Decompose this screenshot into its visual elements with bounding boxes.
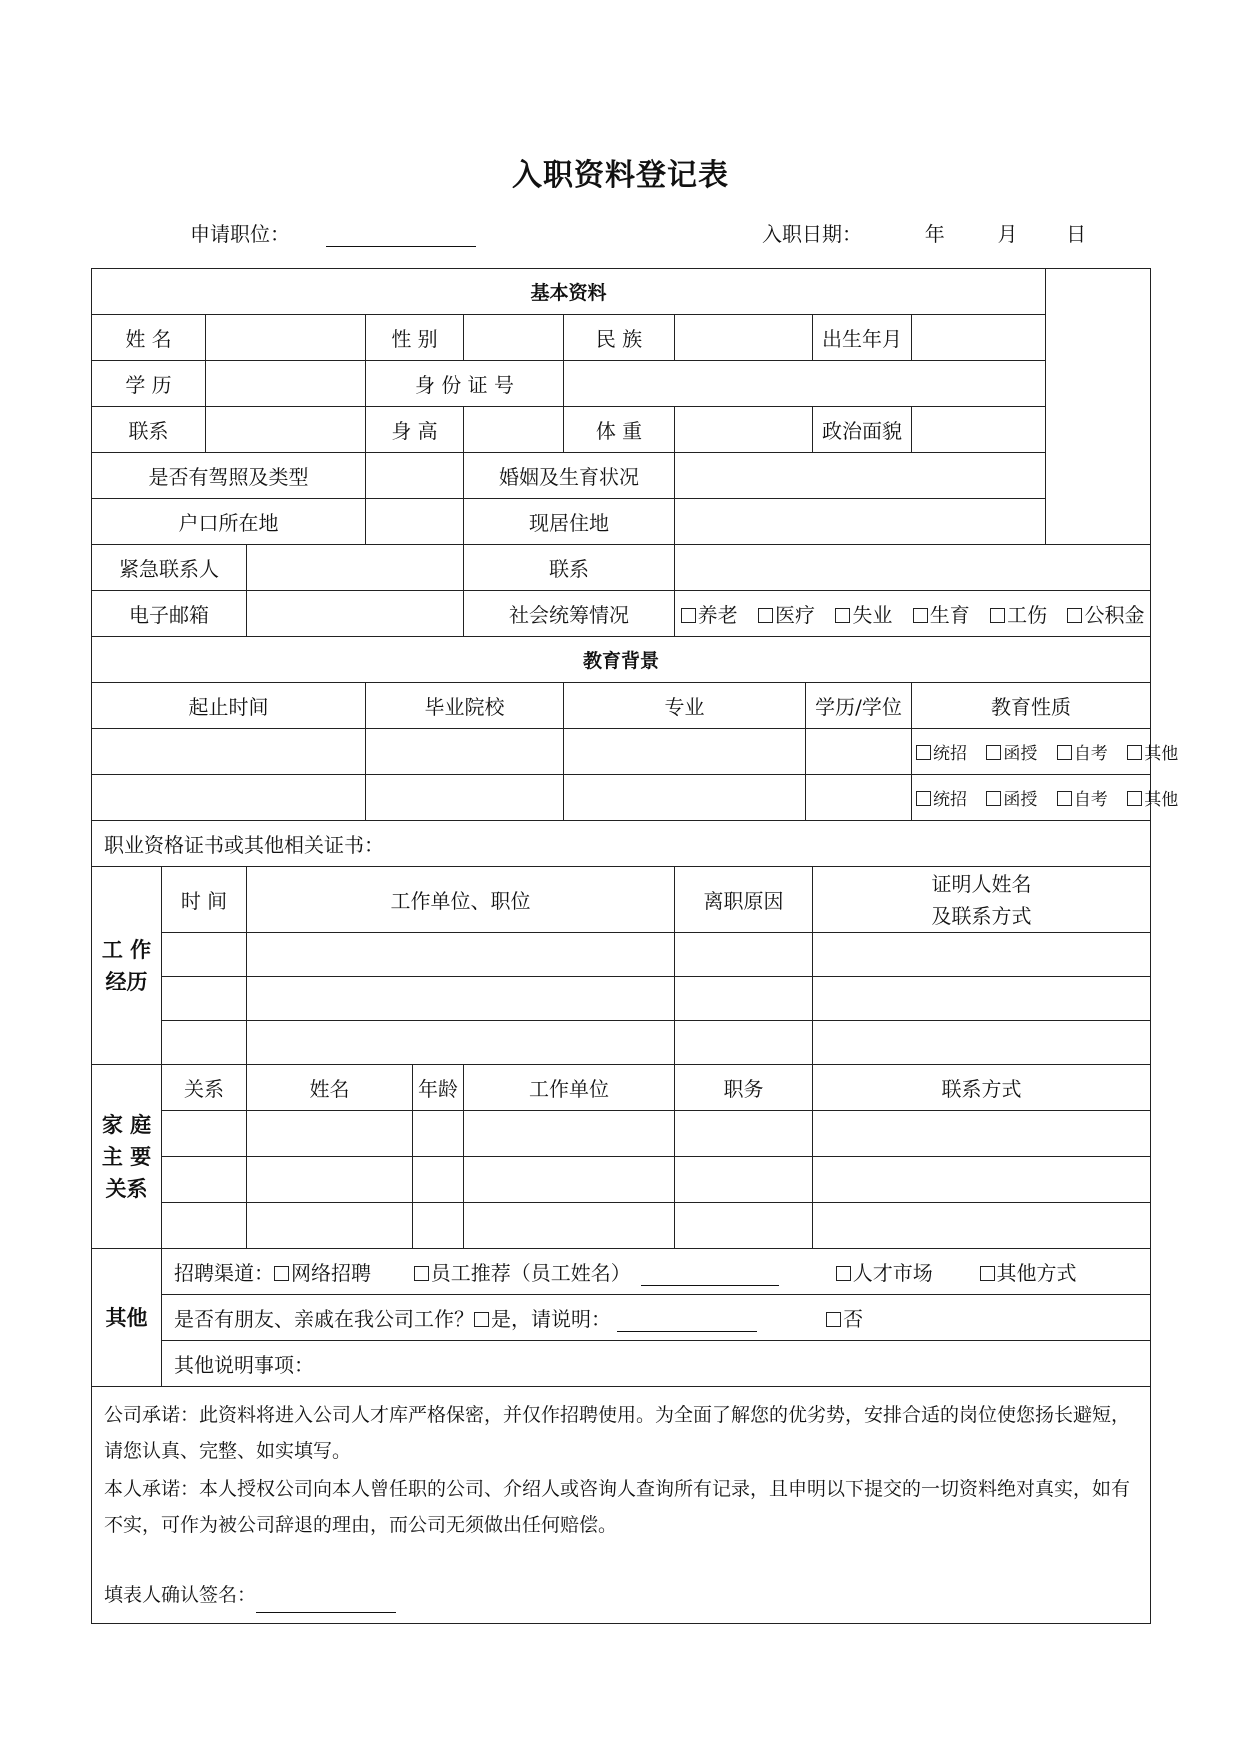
edu-nature-options — [912, 775, 1179, 821]
checkbox-icon — [758, 608, 773, 623]
referral-name-line[interactable] — [641, 1267, 779, 1286]
nature-option[interactable]: 其他 — [1127, 790, 1178, 810]
edu-header-school: 毕业院校 — [366, 683, 564, 729]
family-relation-input[interactable] — [162, 1111, 247, 1157]
edu-period-input[interactable] — [92, 775, 366, 821]
work-header-company: 工作单位、职位 — [247, 867, 675, 933]
work-reason-input[interactable] — [675, 933, 813, 977]
checkbox-icon — [990, 608, 1005, 623]
table-row — [92, 1111, 1151, 1157]
work-header-time: 时 间 — [162, 867, 247, 933]
checkbox-icon — [274, 1266, 289, 1281]
checkbox-icon — [1127, 791, 1142, 806]
hukou-input[interactable] — [366, 499, 464, 545]
month-label: 月 — [997, 222, 1018, 246]
gender-label: 性 别 — [366, 315, 464, 361]
certificates-label[interactable]: 职业资格证书或其他相关证书： — [92, 821, 1151, 867]
edu-school-input[interactable] — [366, 775, 564, 821]
relatives-question: 是否有朋友、亲戚在我公司工作？ — [174, 1307, 474, 1331]
work-company-input[interactable] — [247, 933, 675, 977]
edu-degree-input[interactable] — [806, 729, 912, 775]
birth-input[interactable] — [912, 315, 1046, 361]
edu-school-input[interactable] — [366, 729, 564, 775]
table-row — [92, 775, 1151, 821]
photo-box[interactable] — [1046, 269, 1151, 545]
checkbox-icon — [916, 791, 931, 806]
family-header-title: 职务 — [675, 1065, 813, 1111]
family-contact-input[interactable] — [813, 1157, 1151, 1203]
checkbox-icon — [1057, 791, 1072, 806]
checkbox-icon — [414, 1266, 429, 1281]
work-header-reason: 离职原因 — [675, 867, 813, 933]
family-name-input[interactable] — [247, 1203, 413, 1249]
work-header-reference: 证明人姓名 及联系方式 — [813, 867, 1151, 933]
work-reason-input[interactable] — [675, 977, 813, 1021]
height-label: 身 高 — [366, 407, 464, 453]
family-employer-input[interactable] — [464, 1203, 675, 1249]
edu-nature-options — [912, 729, 1179, 775]
other-notes[interactable]: 其他说明事项： — [162, 1341, 1151, 1387]
personal-promise: 本人承诺：本人授权公司向本人曾任职的公司、介绍人或咨询人查询所有记录，且申明以下提交的一切资料绝对真实，如有不实，可作为被公司辞退的理由，而公司无须做出任何赔偿。 — [104, 1478, 1131, 1536]
family-header-name: 姓名 — [247, 1065, 413, 1111]
family-title-input[interactable] — [675, 1157, 813, 1203]
family-contact-input[interactable] — [813, 1203, 1151, 1249]
year-label: 年 — [924, 222, 945, 246]
social-option[interactable]: 医疗 — [758, 603, 815, 627]
social-option[interactable]: 生育 — [913, 603, 970, 627]
position-field — [190, 218, 476, 247]
family-relation-input[interactable] — [162, 1157, 247, 1203]
checkbox-icon — [980, 1266, 995, 1281]
nature-option[interactable]: 统招 — [916, 790, 967, 810]
politics-input[interactable] — [912, 407, 1046, 453]
work-time-input[interactable] — [162, 977, 247, 1021]
signature-row — [104, 1577, 1138, 1613]
channel-online-option[interactable]: 网络招聘 — [274, 1261, 371, 1285]
edu-header-period: 起止时间 — [92, 683, 366, 729]
registration-table — [91, 268, 1179, 1624]
checkbox-icon — [836, 1266, 851, 1281]
social-option[interactable]: 公积金 — [1067, 603, 1144, 627]
gender-input[interactable] — [464, 315, 564, 361]
work-reference-input[interactable] — [813, 1021, 1151, 1065]
edu-period-input[interactable] — [92, 729, 366, 775]
politics-label: 政治面貌 — [813, 407, 912, 453]
table-row — [92, 729, 1151, 775]
table-row — [92, 1203, 1151, 1249]
checkbox-icon — [986, 745, 1001, 760]
work-time-input[interactable] — [162, 1021, 247, 1065]
family-relation-input[interactable] — [162, 1203, 247, 1249]
nature-option[interactable]: 函授 — [986, 790, 1037, 810]
relatives-no-option[interactable]: 否 — [826, 1307, 863, 1331]
edu-header-major: 专业 — [564, 683, 806, 729]
form-title: 入职资料登记表 — [512, 158, 729, 193]
family-age-input[interactable] — [413, 1111, 464, 1157]
work-reference-input[interactable] — [813, 977, 1151, 1021]
channel-market-option[interactable]: 人才市场 — [836, 1261, 933, 1285]
ethnicity-input[interactable] — [675, 315, 813, 361]
relatives-row — [162, 1295, 1151, 1341]
date-label: 入职日期： — [762, 222, 862, 246]
work-time-input[interactable] — [162, 933, 247, 977]
social-option[interactable]: 养老 — [681, 603, 738, 627]
recruit-channel-row — [162, 1249, 1151, 1295]
residence-input[interactable] — [675, 499, 1046, 545]
emergency-contact-label: 联系 — [464, 545, 675, 591]
family-title-input[interactable] — [675, 1203, 813, 1249]
channel-referral-option[interactable]: 员工推荐（员工姓名） — [414, 1261, 631, 1285]
hukou-label: 户口所在地 — [92, 499, 366, 545]
basic-section-header: 基本资料 — [92, 269, 1046, 315]
emergency-label: 紧急联系人 — [92, 545, 247, 591]
family-employer-input[interactable] — [464, 1157, 675, 1203]
social-insurance-options — [675, 591, 1151, 637]
family-age-input[interactable] — [413, 1203, 464, 1249]
signature-line[interactable] — [256, 1590, 396, 1613]
contact-label: 联系 — [92, 407, 206, 453]
emergency-input[interactable] — [247, 545, 464, 591]
table-row — [92, 977, 1151, 1021]
edu-header-nature: 教育性质 — [912, 683, 1151, 729]
edu-header-degree: 学历/学位 — [806, 683, 912, 729]
company-promise: 公司承诺：此资料将进入公司人才库严格保密，并仅作招聘使用。为全面了解您的优劣势，安排合适的岗位使您扬长避短，请您认真、完整、如实填写。 — [104, 1404, 1131, 1462]
edu-major-input[interactable] — [564, 775, 806, 821]
height-input[interactable] — [464, 407, 564, 453]
family-section-label: 家 庭 主 要 关系 — [92, 1065, 162, 1249]
other-section-label: 其他 — [92, 1249, 162, 1387]
checkbox-icon — [826, 1312, 841, 1327]
weight-label: 体 重 — [564, 407, 675, 453]
work-company-input[interactable] — [247, 1021, 675, 1065]
id-number-label: 身 份 证 号 — [366, 361, 564, 407]
family-header-relation: 关系 — [162, 1065, 247, 1111]
promise-section — [92, 1387, 1151, 1624]
work-reason-input[interactable] — [675, 1021, 813, 1065]
weight-input[interactable] — [675, 407, 813, 453]
nature-option[interactable]: 自考 — [1057, 790, 1108, 810]
family-contact-input[interactable] — [813, 1111, 1151, 1157]
emergency-contact-input[interactable] — [675, 545, 1151, 591]
residence-label: 现居住地 — [464, 499, 675, 545]
position-label: 申请职位： — [190, 222, 290, 246]
education-input[interactable] — [206, 361, 366, 407]
channel-label: 招聘渠道： — [174, 1261, 274, 1285]
license-input[interactable] — [366, 453, 464, 499]
birth-label: 出生年月 — [813, 315, 912, 361]
checkbox-icon — [835, 608, 850, 623]
email-label: 电子邮箱 — [92, 591, 247, 637]
nature-option[interactable]: 其他 — [1127, 744, 1178, 764]
family-name-input[interactable] — [247, 1157, 413, 1203]
table-row — [92, 1157, 1151, 1203]
work-reference-input[interactable] — [813, 933, 1151, 977]
checkbox-icon — [986, 791, 1001, 806]
checkbox-icon — [474, 1312, 489, 1327]
work-company-input[interactable] — [247, 977, 675, 1021]
email-input[interactable] — [247, 591, 464, 637]
name-input[interactable] — [206, 315, 366, 361]
marriage-input[interactable] — [675, 453, 1046, 499]
edu-degree-input[interactable] — [806, 775, 912, 821]
family-name-input[interactable] — [247, 1111, 413, 1157]
family-header-age: 年龄 — [413, 1065, 464, 1111]
checkbox-icon — [1127, 745, 1142, 760]
day-label: 日 — [1066, 222, 1087, 246]
marriage-label: 婚姻及生育状况 — [464, 453, 675, 499]
position-input-line[interactable] — [326, 228, 476, 247]
table-row — [92, 1021, 1151, 1065]
table-row — [92, 933, 1151, 977]
signature-label: 填表人确认签名： — [104, 1584, 257, 1606]
education-label: 学 历 — [92, 361, 206, 407]
nature-option[interactable]: 函授 — [986, 744, 1037, 764]
name-label: 姓 名 — [92, 315, 206, 361]
relatives-explain-line[interactable] — [617, 1313, 757, 1332]
checkbox-icon — [681, 608, 696, 623]
family-header-employer: 工作单位 — [464, 1065, 675, 1111]
start-date-field — [762, 218, 1086, 247]
license-label: 是否有驾照及类型 — [92, 453, 366, 499]
contact-input[interactable] — [206, 407, 366, 453]
nature-option[interactable]: 自考 — [1057, 744, 1108, 764]
social-option[interactable]: 工伤 — [990, 603, 1047, 627]
education-section-header: 教育背景 — [92, 637, 1151, 683]
family-employer-input[interactable] — [464, 1111, 675, 1157]
edu-major-input[interactable] — [564, 729, 806, 775]
relatives-yes-option[interactable]: 是，请说明： — [474, 1307, 611, 1331]
checkbox-icon — [1067, 608, 1082, 623]
channel-other-option[interactable]: 其他方式 — [980, 1261, 1077, 1285]
checkbox-icon — [1057, 745, 1072, 760]
work-section-label: 工 作 经历 — [92, 867, 162, 1065]
social-option[interactable]: 失业 — [835, 603, 892, 627]
family-age-input[interactable] — [413, 1157, 464, 1203]
id-number-input[interactable] — [564, 361, 1046, 407]
checkbox-icon — [916, 745, 931, 760]
nature-option[interactable]: 统招 — [916, 744, 967, 764]
family-header-contact: 联系方式 — [813, 1065, 1151, 1111]
social-insurance-label: 社会统筹情况 — [464, 591, 675, 637]
ethnicity-label: 民 族 — [564, 315, 675, 361]
checkbox-icon — [913, 608, 928, 623]
family-title-input[interactable] — [675, 1111, 813, 1157]
